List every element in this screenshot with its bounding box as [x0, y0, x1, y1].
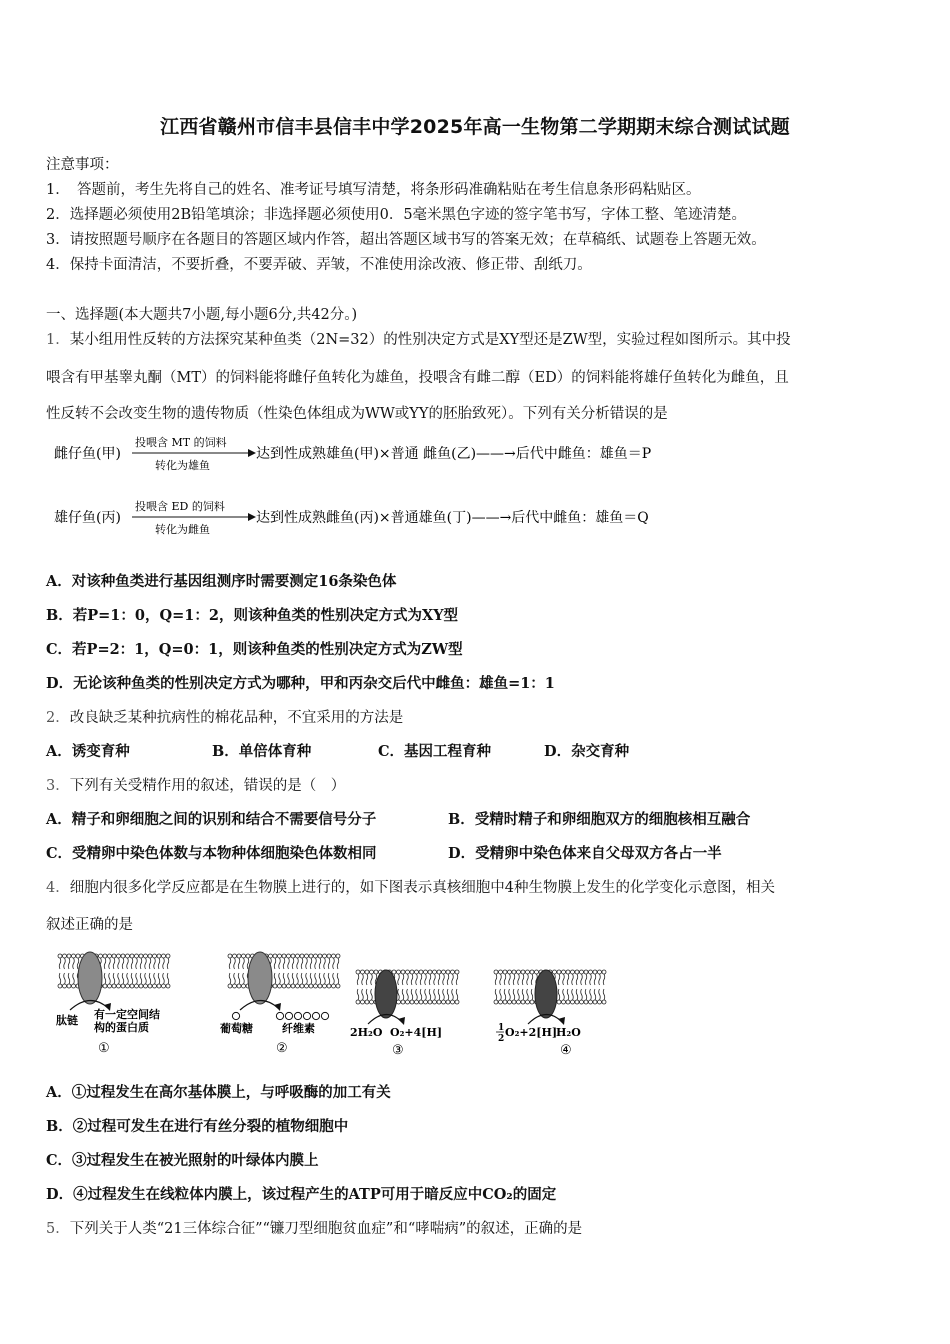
q1-row1-arrow-top: 投喂含 MT 的饲料: [135, 436, 227, 449]
q4-option-b: B．②过程可发生在进行有丝分裂的植物细胞中: [46, 1118, 349, 1135]
section-header: 一、选择题(本大题共7小题,每小题6分,共42分。): [46, 307, 358, 323]
q1-row1-start: 雌仔鱼(甲): [54, 446, 121, 462]
q2-stem: 改良缺乏某种抗病性的棉花品种，不宜采用的方法是: [69, 710, 404, 726]
q1-stem-1: 某小组用性反转的方法探究某种鱼类（2N=32）的性别决定方式是XY型还是ZW型，实验过程如图所示。其中投: [69, 332, 791, 348]
panel2-glucose-chain: [232, 1012, 328, 1019]
q1-row1-arrowhead: [248, 449, 256, 457]
q3-option-a: A．精子和卵细胞之间的识别和结合不需要信号分子: [46, 811, 377, 828]
glucose-unit: [321, 1012, 328, 1019]
q4-membrane-figure: [50, 948, 610, 1060]
q1-row1-rest: 达到性成熟雄鱼(甲)×普通 雌鱼(乙)——→后代中雌鱼：雄鱼＝P: [256, 446, 652, 462]
glucose-monomer: [232, 1012, 239, 1019]
q3-stem: 下列有关受精作用的叙述，错误的是（ ）: [69, 778, 346, 794]
panel1-protein: [78, 952, 102, 1004]
panel3-protein: [375, 970, 397, 1018]
panel2-number: ②: [276, 1041, 288, 1056]
q1-option-b: B．若P=1：0，Q=1：2，则该种鱼类的性别决定方式为XY型: [46, 607, 459, 624]
q2-line: [46, 706, 403, 727]
panel3-bilayer: [356, 970, 459, 1004]
q1-row2-arrowhead: [248, 513, 256, 521]
panel1-right-label-2: 构的蛋白质: [94, 1021, 149, 1034]
q2-option-c: C．基因工程育种: [378, 743, 492, 760]
q5-line: [46, 1217, 582, 1238]
q4-stem-2: 叙述正确的是: [46, 917, 133, 933]
panel3-number: ③: [392, 1043, 404, 1058]
glucose-unit: [285, 1012, 292, 1019]
panel4-right-label: H₂O: [556, 1026, 581, 1039]
q5-stem: 下列关于人类“21三体综合征”“镰刀型细胞贫血症”和“哮喘病”的叙述，正确的是: [69, 1221, 583, 1237]
q1-line-1: [46, 328, 791, 349]
q1-row2-arrow-bottom: 转化为雌鱼: [155, 523, 210, 536]
q1-option-a: A．对该种鱼类进行基因组测序时需要测定16条染色体: [46, 573, 397, 590]
q1-option-d: D．无论该种鱼类的性别决定方式为哪种，甲和丙杂交后代中雌鱼：雄鱼=1：1: [46, 675, 555, 692]
panel2-arrowhead: [274, 1003, 281, 1011]
notice-item-4: 4．保持卡面清洁，不要折叠，不要弄破、弄皱，不准使用涂改液、修正带、刮纸刀。: [46, 257, 592, 273]
panel1-left-label: 肽链: [56, 1014, 78, 1027]
panel1-bilayer: [58, 954, 170, 988]
q4-option-d: D．④过程发生在线粒体内膜上，该过程产生的ATP可用于暗反应中CO₂的固定: [46, 1186, 557, 1203]
q4-number: 4．: [46, 880, 70, 896]
q1-row2-arrow-top: 投喂含 ED 的饲料: [135, 500, 225, 513]
panel2-right-label: 纤维素: [282, 1022, 315, 1035]
q4-line-1: [46, 876, 775, 897]
panel3-left-label: 2H₂O: [350, 1026, 383, 1039]
panel1-number: ①: [98, 1041, 110, 1056]
q4-option-a: A．①过程发生在高尔基体膜上，与呼吸酶的加工有关: [46, 1084, 391, 1101]
q2-option-b: B．单倍体育种: [212, 743, 312, 760]
panel1-right-label-1: 有一定空间结: [94, 1008, 160, 1021]
panel4-number: ④: [560, 1043, 572, 1058]
q2-options: [46, 740, 629, 761]
q3-options-row-1: [46, 808, 750, 829]
glucose-unit: [303, 1012, 310, 1019]
q3-option-d: D．受精卵中染色体来自父母双方各占一半: [448, 845, 722, 862]
panel3-right-label: O₂+4[H]: [390, 1026, 443, 1039]
q2-number: 2．: [46, 710, 70, 726]
panel4-fraction-denominator: 2: [498, 1034, 505, 1044]
q1-row2-rest: 达到性成熟雌鱼(丙)×普通雄鱼(丁)——→后代中雌鱼：雄鱼＝Q: [256, 510, 649, 526]
panel4-arrowhead: [558, 1017, 565, 1025]
notice-heading: 注意事项：: [46, 157, 119, 173]
q1-stem-3: 性反转不会改变生物的遗传物质（性染色体组成为WW或YY的胚胎致死）。下列有关分析错误的是: [46, 406, 668, 422]
panel4-protein: [535, 970, 557, 1018]
q3-line: [46, 774, 345, 795]
glucose-unit: [276, 1012, 283, 1019]
page-title: 江西省赣州市信丰县信丰中学2025年高一生物第二学期期末综合测试试题: [160, 116, 790, 138]
q1-row1-arrow-bottom: 转化为雄鱼: [155, 459, 210, 472]
q4-stem-1: 细胞内很多化学反应都是在生物膜上进行的，如下图表示真核细胞中4种生物膜上发生的化学变化示意图，相关: [69, 880, 775, 896]
q3-number: 3．: [46, 778, 70, 794]
q3-option-b: B．受精时精子和卵细胞双方的细胞核相互融合: [448, 811, 751, 828]
q3-option-c: C．受精卵中染色体数与本物种体细胞染色体数相同: [46, 845, 377, 862]
q5-number: 5．: [46, 1221, 70, 1237]
q2-option-a: A．诱变育种: [46, 743, 130, 760]
panel4-fraction-numerator: 1: [498, 1023, 505, 1033]
panel2-left-label: 葡萄糖: [220, 1022, 253, 1035]
panel2-protein: [248, 952, 272, 1004]
panel2-bilayer: [228, 954, 340, 988]
q2-option-d: D．杂交育种: [544, 743, 630, 760]
notice-item-3: 3．请按照题号顺序在各题目的答题区域内作答，超出答题区域书写的答案无效；在草稿纸、试题卷上答题无效。: [46, 232, 766, 248]
q1-option-c: C．若P=2：1，Q=0：1，则该种鱼类的性别决定方式为ZW型: [46, 641, 463, 658]
q1-experiment-diagram: [50, 432, 730, 542]
q1-number: 1．: [46, 332, 70, 348]
notice-item-2: 2．选择题必须使用2B铅笔填涂；非选择题必须使用0．5毫米黑色字迹的签字笔书写，字体工整、笔迹清楚。: [46, 207, 747, 223]
panel4-left-label: O₂+2[H]: [505, 1026, 558, 1039]
q1-stem-2: 喂含有甲基睾丸酮（MT）的饲料能将雌仔鱼转化为雄鱼，投喂含有雌二醇（ED）的饲料能将雄仔鱼转化为雌鱼，且: [46, 370, 789, 386]
panel3-arrowhead: [398, 1017, 405, 1025]
q3-options-row-2: [46, 842, 722, 863]
q4-option-c: C．③过程发生在被光照射的叶绿体内膜上: [46, 1152, 319, 1169]
glucose-unit: [312, 1012, 319, 1019]
q1-row2-start: 雄仔鱼(丙): [54, 510, 121, 526]
glucose-unit: [294, 1012, 301, 1019]
notice-item-1: 1． 答题前，考生先将自己的姓名、准考证号填写清楚，将条形码准确粘贴在考生信息条形码粘贴区。: [46, 182, 701, 198]
